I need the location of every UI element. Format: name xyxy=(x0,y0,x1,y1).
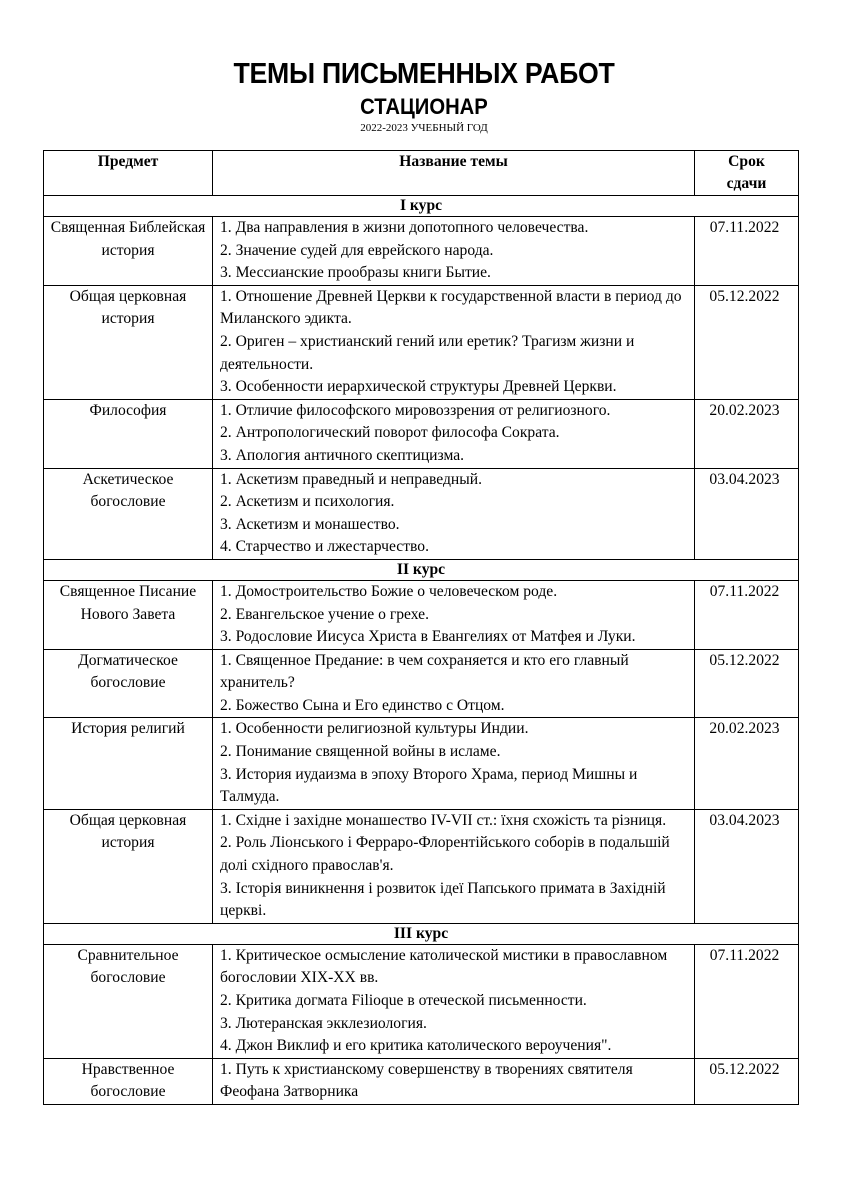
topic-item: 2. Ориген – христианский гений или еретик? Трагизм жизни и деятельности. xyxy=(220,332,635,373)
topic-item: 3. Апология античного скептицизма. xyxy=(220,446,465,464)
topics-cell xyxy=(213,399,695,468)
course-row xyxy=(44,559,799,580)
subject-cell: Священное Писание Нового Завета xyxy=(44,580,213,649)
subject-cell: История религий xyxy=(44,718,213,809)
subject-cell: Догматическое богословие xyxy=(44,649,213,718)
topics-cell xyxy=(213,468,695,559)
deadline-cell: 05.12.2022 xyxy=(695,1058,799,1104)
table-row xyxy=(44,217,799,286)
academic-year: 2022-2023 УЧЕБНЫЙ ГОД xyxy=(360,122,488,134)
topic-item: 1. Домостроительство Божие о человеческом роде. xyxy=(220,582,558,600)
deadline-cell: 20.02.2023 xyxy=(695,399,799,468)
header-deadline xyxy=(695,151,799,196)
topic-item: 2. Евангельское учение о грехе. xyxy=(220,605,429,623)
topic-item: 3. Особенности иерархической структуры Древней Церкви. xyxy=(220,378,617,396)
topics-cell xyxy=(213,718,695,809)
topic-item: 4. Старчество и лжестарчество. xyxy=(220,538,429,556)
topic-item: 3. Родословие Иисуса Христа в Евангелиях от Матфея и Луки. xyxy=(220,628,636,646)
table-row xyxy=(44,718,799,809)
topic-item: 1. Аскетизм праведный и неправедный. xyxy=(220,470,482,488)
subject-cell: Философия xyxy=(44,399,213,468)
deadline-cell: 05.12.2022 xyxy=(695,285,799,399)
topics-cell xyxy=(213,217,695,286)
topic-item: 1. Два направления в жизни допотопного человечества. xyxy=(220,219,589,236)
subject-cell: Общая церковная история xyxy=(44,285,213,399)
topic-item: 1. Священное Предание: в чем сохраняется и кто его главный хранитель? xyxy=(220,651,629,692)
subject-cell: Общая церковная история xyxy=(44,809,213,923)
table-row xyxy=(44,468,799,559)
topic-item: 2. Аскетизм и психология. xyxy=(220,493,395,511)
table-row xyxy=(44,399,799,468)
table-body xyxy=(44,196,799,1105)
topics-cell xyxy=(213,809,695,923)
table-row xyxy=(44,944,799,1058)
topic-item: 2. Божество Сына и Его единство с Отцом. xyxy=(220,696,505,714)
course-label: III курс xyxy=(44,923,799,944)
topic-item: 3. Історія виникнення і розвиток ідеї Папського примата в Західній церкві. xyxy=(220,879,666,920)
topics-cell xyxy=(213,944,695,1058)
topic-item: 3. Аскетизм и монашество. xyxy=(220,515,400,533)
topic-item: 2. Роль Ліонського і Ферраро-Флорентійського соборів в подальшій долі східного православ'я. xyxy=(220,834,670,875)
page-title: ТЕМЫ ПИСЬМЕННЫХ РАБОТ xyxy=(233,58,615,90)
deadline-cell: 07.11.2022 xyxy=(695,580,799,649)
deadline-cell: 03.04.2023 xyxy=(695,468,799,559)
topic-item: 3. Мессианские прообразы книги Бытие. xyxy=(220,264,491,282)
table-row xyxy=(44,285,799,399)
table-header-row xyxy=(44,151,799,196)
header-topic: Название темы xyxy=(213,151,695,196)
deadline-cell: 07.11.2022 xyxy=(695,944,799,1058)
subject-cell: Сравнительное богословие xyxy=(44,944,213,1058)
topic-item: 2. Значение судей для еврейского народа. xyxy=(220,241,494,259)
topic-item: 1. Отличие философского мировоззрения от религиозного. xyxy=(220,401,611,419)
topic-item: 4. Джон Виклиф и его критика католического вероучения". xyxy=(220,1037,612,1055)
topic-item: 3. Лютеранская экклезиология. xyxy=(220,1014,427,1032)
page-subtitle: СТАЦИОНАР xyxy=(360,94,488,119)
topic-item: 1. Отношение Древней Церкви к государственной власти в период до Миланского эдикта. xyxy=(220,287,682,328)
topic-item: 3. История иудаизма в эпоху Второго Храма, период Мишны и Талмуда. xyxy=(220,765,638,806)
topic-item: 2. Понимание священной войны в исламе. xyxy=(220,743,501,761)
topics-cell xyxy=(213,580,695,649)
course-label: I курс xyxy=(44,196,799,217)
table-row xyxy=(44,809,799,923)
table-row xyxy=(44,1058,799,1104)
topic-item: 1. Східне і західне монашество IV-VII ст.: їхня схожість та різниця. xyxy=(220,811,667,829)
topic-item: 2. Критика догмата Filioque в отеческой письменности. xyxy=(220,992,587,1009)
topics-cell xyxy=(213,649,695,718)
course-label: II курс xyxy=(44,559,799,580)
header-subject: Предмет xyxy=(44,151,213,196)
topic-item: 1. Особенности религиозной культуры Индии. xyxy=(220,720,529,738)
header-deadline-line2: сдачи xyxy=(726,175,767,192)
course-row xyxy=(44,923,799,944)
topic-item: 1. Путь к христианскому совершенству в творениях святителя Феофана Затворника xyxy=(220,1060,633,1101)
deadline-cell: 07.11.2022 xyxy=(695,217,799,286)
deadline-cell: 05.12.2022 xyxy=(695,649,799,718)
topics-table xyxy=(43,150,799,1105)
table-row xyxy=(44,649,799,718)
subject-cell: Священная Библейская история xyxy=(44,217,213,286)
subject-cell: Нравственное богословие xyxy=(44,1058,213,1104)
subject-cell: Аскетическое богословие xyxy=(44,468,213,559)
deadline-cell: 03.04.2023 xyxy=(695,809,799,923)
topic-item: 2. Антропологический поворот философа Сократа. xyxy=(220,424,560,442)
topics-cell xyxy=(213,1058,695,1104)
header-deadline-line1: Срок xyxy=(728,153,765,170)
course-row xyxy=(44,196,799,217)
topics-cell xyxy=(213,285,695,399)
deadline-cell: 20.02.2023 xyxy=(695,718,799,809)
table-row xyxy=(44,580,799,649)
topic-item: 1. Критическое осмысление католической мистики в православном богословии XIX-XX вв. xyxy=(220,946,668,987)
